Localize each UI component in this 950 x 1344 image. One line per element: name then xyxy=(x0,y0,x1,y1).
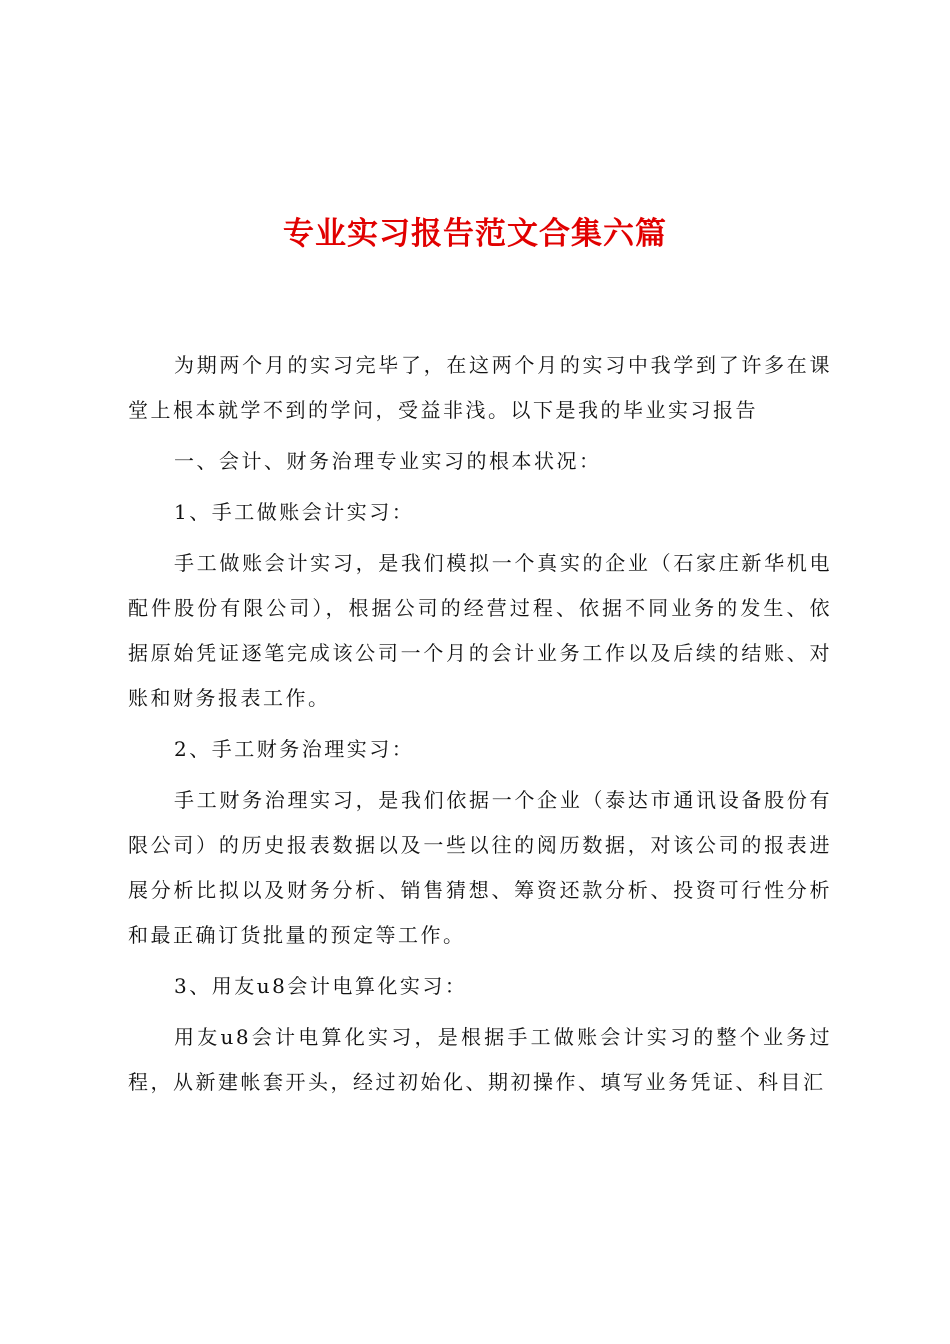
document-title: 专业实习报告范文合集六篇 xyxy=(283,216,667,252)
body-paragraph: 手工财务治理实习，是我们依据一个企业（泰达市通讯设备股份有限公司）的历史报表数据以及一些以往的阅历数据，对该公司的报表进展分析比拟以及财务分析、销售猜想、筹资还款分析、投资可行性分析和最正确订货批量的预定等工作。 xyxy=(128,788,832,947)
body-paragraph: 用友u8会计电算化实习，是根据手工做账会计实习的整个业务过程，从新建帐套开头，经过初始化、期初操作、填写业务凭证、科目汇 xyxy=(128,1025,832,1094)
section-heading: 一、会计、财务治理专业实习的根本状况： xyxy=(174,449,602,473)
body-paragraph: 手工做账会计实习，是我们模拟一个真实的企业（石家庄新华机电配件股份有限公司），根据公司的经营过程、依据不同业务的发生、依据原始凭证逐笔完成该公司一个月的会计业务工作以及后续的结账、对账和财务报表工作。 xyxy=(128,551,832,710)
subsection-heading: 3、用友u8会计电算化实习： xyxy=(174,974,468,998)
document-body xyxy=(128,343,832,1111)
intro-paragraph: 为期两个月的实习完毕了，在这两个月的实习中我学到了许多在课堂上根本就学不到的学问，受益非浅。以下是我的毕业实习报告 xyxy=(128,353,832,422)
subsection-heading: 2、手工财务治理实习： xyxy=(174,737,415,761)
subsection-heading: 1、手工做账会计实习： xyxy=(174,500,415,524)
